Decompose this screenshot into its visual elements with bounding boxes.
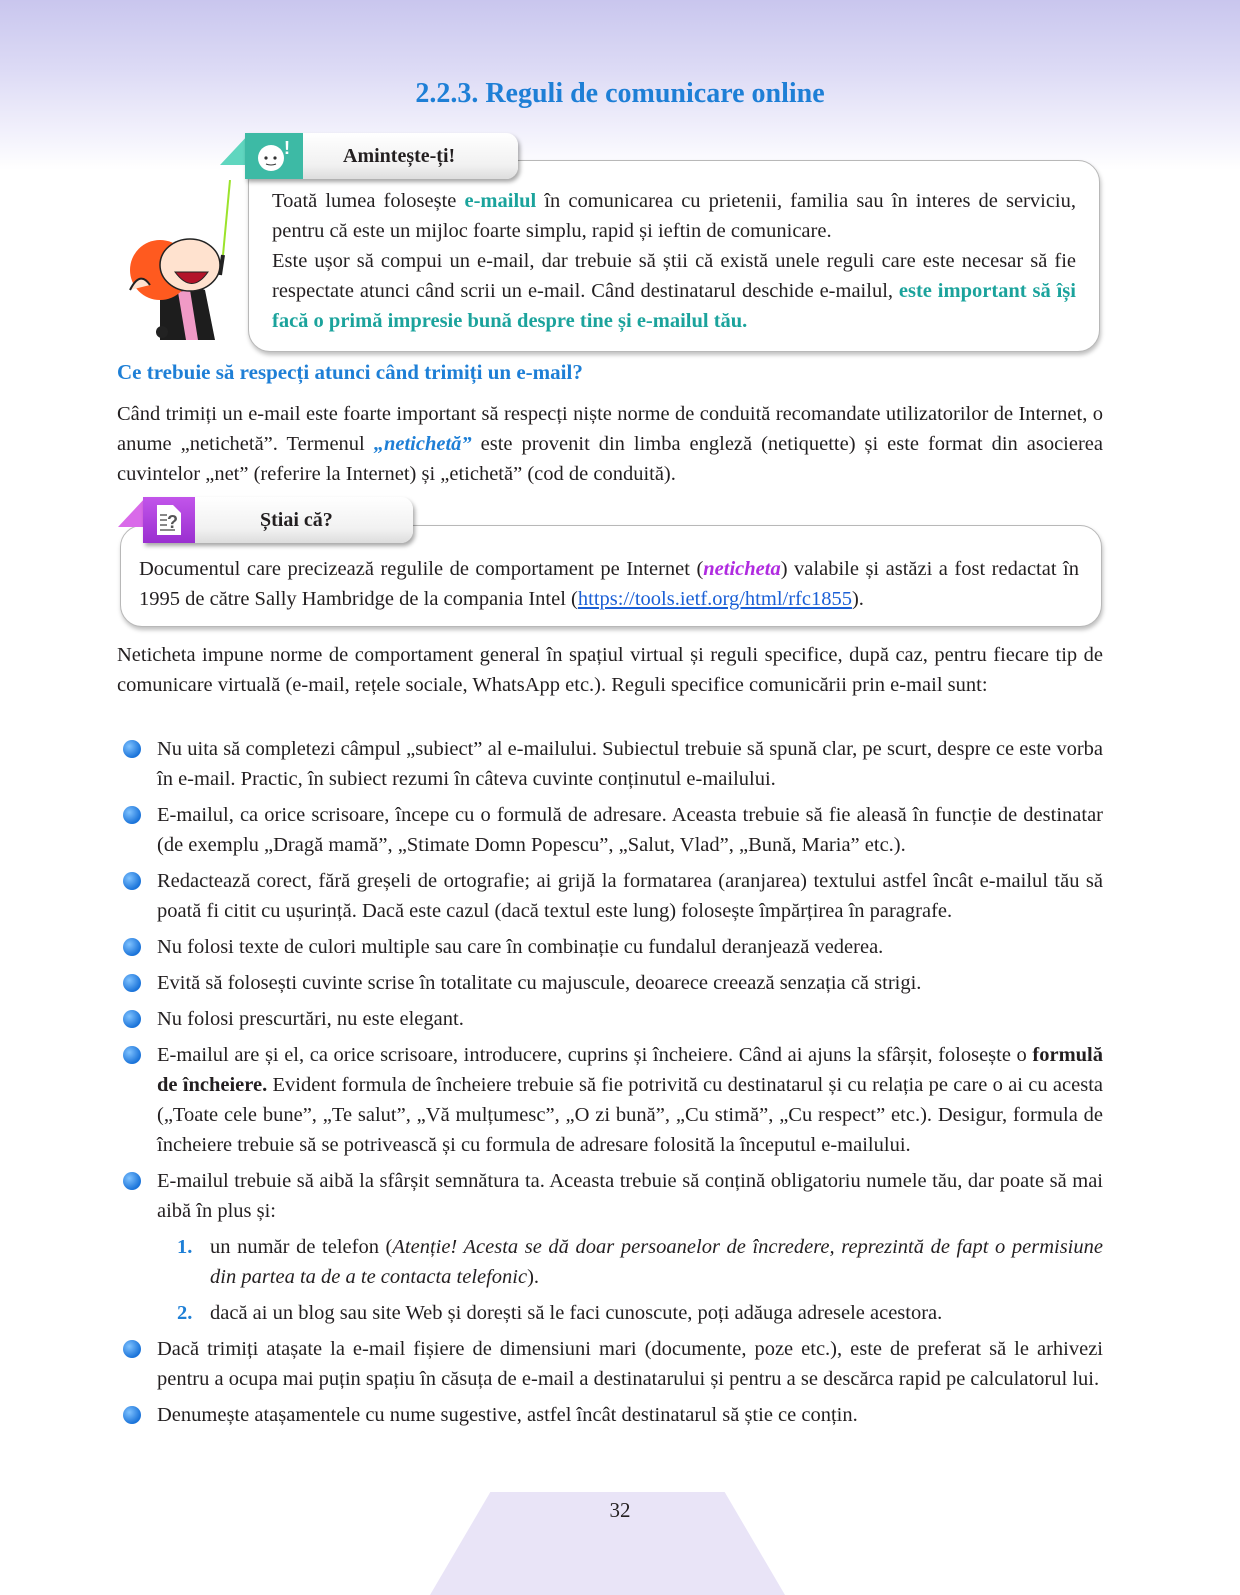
did-you-know-tab-fold: [118, 497, 146, 527]
page-title: 2.2.3. Reguli de comunicare online: [415, 78, 825, 109]
item-number: 1.: [177, 1236, 193, 1258]
bullet-icon: [123, 1406, 141, 1424]
bullet-icon: [123, 1010, 141, 1028]
list-item-text: Evită să folosești cuvinte scrise în totalitate cu majuscule, deoarece creează senzația că strigi.: [157, 972, 922, 994]
bullet-icon: [123, 1172, 141, 1190]
bullet-icon: [123, 1046, 141, 1064]
list-item: [117, 1040, 1103, 1160]
remember-text: Toată lumea folosește: [272, 190, 465, 212]
signature-sublist: [157, 1232, 1103, 1328]
netiquette-term: „netichetă”: [373, 433, 472, 455]
bullet-icon: [123, 938, 141, 956]
sublist-item: [157, 1298, 1103, 1328]
closing-formula-bold: formulă de încheiere.: [157, 1044, 1103, 1096]
list-item-text: Dacă trimiți atașate la e-mail fișiere de dimensiuni mari (documente, poze etc.), este de preferat să le arhivezi pentru a ocupa mai puțin spațiu în căsuța de e-mail a destinatarului și pentru a se descărca rapid pe calculatorul lui.: [157, 1338, 1103, 1390]
svg-text:?: ?: [167, 512, 178, 532]
list-item: [117, 968, 1103, 998]
document-question-icon: [143, 497, 195, 543]
list-item-text: E-mailul trebuie să aibă la sfârșit semnătura ta. Aceasta trebuie să conțină obligatoriu numele tău, dar poate să mai aibă în plus și:: [157, 1170, 1103, 1222]
list-item: [117, 932, 1103, 962]
list-item-text: Nu uita să completezi câmpul „subiect” al e-mailului. Subiectul trebuie să spună clar, pe scurt, despre ce este vorba în e-mail. Practic, în subiect rezumi în câteva cuvinte conținutul e-mailului.: [157, 738, 1103, 790]
list-item-text: Denumește atașamentele cu nume sugestive, astfel încât destinatarul să știe ce conțin.: [157, 1404, 858, 1426]
list-item: [117, 734, 1103, 794]
list-item: [117, 1400, 1103, 1430]
did-you-know-text: Documentul care precizează regulile de comportament pe Internet (: [139, 558, 704, 580]
rfc1855-link[interactable]: https://tools.ietf.org/html/rfc1855: [577, 588, 852, 610]
bullet-icon: [123, 806, 141, 824]
remember-label: Amintește-ți!: [343, 145, 456, 167]
teacher-character-illustration: [120, 180, 245, 345]
bullet-icon: [123, 740, 141, 758]
svg-text:!: !: [284, 138, 290, 158]
remember-highlight: e-mailul: [464, 190, 537, 212]
sublist-text: dacă ai un blog sau site Web și dorești să le faci cunoscute, poți adăuga adresele acestora.: [210, 1302, 943, 1324]
did-you-know-tab: [143, 497, 413, 543]
list-item-text: Evident formula de încheiere trebuie să fie potrivită cu destinatarul și cu relația pe care o ai cu acesta („Toate cele bune”, „Te salut”, „Vă mulțumesc”, „O zi bună”, „Cu stimă”, „Cu respect” etc.). Desigur, formula de încheiere trebuie să se potrivească și cu formula de adresare folosită la începutul e-mailului.: [157, 1074, 1103, 1156]
bullet-icon: [123, 872, 141, 890]
did-you-know-label: Știai că?: [260, 509, 333, 531]
list-item-text: Nu folosi texte de culori multiple sau care în combinație cu fundalul deranjează vederea.: [157, 936, 884, 958]
list-item: [117, 1004, 1103, 1034]
thinking-face-icon: [245, 133, 303, 179]
remember-tab: [245, 133, 518, 179]
page-number: 32: [609, 1498, 631, 1522]
bullet-icon: [123, 974, 141, 992]
email-rules-list: [117, 734, 1103, 1436]
intro-text: este provenit din limba engleză (netiquette) și este format din asocierea cuvintelor „net” (referire la Internet) și „etichetă” (cod de conduită).: [117, 433, 1103, 485]
item-number: 2.: [177, 1302, 193, 1324]
intro-paragraph: [117, 399, 1103, 489]
list-item: [117, 866, 1103, 926]
list-item-text: E-mailul are și el, ca orice scrisoare, introducere, cuprins și încheiere. Când ai ajuns la sfârșit, folosește o: [157, 1044, 1033, 1066]
sublist-text: ).: [527, 1266, 540, 1288]
list-item-text: Redactează corect, fără greșeli de ortografie; ai grijă la formatarea (aranjarea) textului astfel încât e-mailul tău să poată fi citit cu ușurință. Dacă este cazul (dacă textul este lung) folosește împărțirea în paragrafe.: [157, 870, 1103, 922]
list-item-text: Nu folosi prescurtări, nu este elegant.: [157, 1008, 464, 1030]
list-item: [117, 1334, 1103, 1394]
list-item: [117, 1166, 1103, 1328]
sublist-text: un număr de telefon (: [210, 1236, 393, 1258]
list-item-text: E-mailul, ca orice scrisoare, începe cu o formulă de adresare. Aceasta trebuie să fie aleasă în funcție de destinatar (de exemplu „Dragă mamă”, „Stimate Domn Popescu”, „Salut, Vlad”, „Bună, Maria” etc.).: [157, 804, 1103, 856]
sublist-item: [157, 1232, 1103, 1292]
did-you-know-text: ).: [851, 588, 864, 610]
section-heading: Ce trebuie să respecți atunci când trimiți un e-mail?: [117, 360, 583, 384]
bullet-icon: [123, 1340, 141, 1358]
remember-text: Este ușor să compui un e-mail, dar trebuie să știi că există unele reguli care este necesar să fie respectate atunci când scrii un e-mail. Când destinatarul deschide e-mailul,: [272, 250, 1076, 302]
neticheta-term: neticheta: [703, 558, 781, 580]
intro-text: Când trimiți un e-mail este foarte important să respecți niște norme de conduită recomandate utilizatorilor de Internet, o anume „netichetă”. Termenul: [117, 403, 1103, 455]
did-you-know-text: ) valabile și astăzi a fost redactat în 1995 de către Sally Hambridge de la compania Intel (: [139, 558, 1079, 610]
list-item: [117, 800, 1103, 860]
remember-box: [248, 160, 1100, 352]
remember-highlight: este important să își facă o primă impresie bună despre tine și e-mailul tău.: [272, 280, 1076, 332]
warning-italic: Atenție! Acesta se dă doar persoanelor de încredere, reprezintă de fapt o permisiune din partea ta de a te contacta telefonic: [210, 1236, 1103, 1288]
remember-text: în comunicarea cu prietenii, familia sau în interes de serviciu, pentru că este un mijloc foarte simplu, rapid și ieftin de comunicare.: [272, 190, 1077, 242]
neticheta-paragraph: Neticheta impune norme de comportament general în spațiul virtual și reguli specifice, după caz, pentru fiecare tip de comunicare virtuală (e-mail, rețele sociale, WhatsApp etc.). Reguli specifice comunicării prin e-mail sunt:: [117, 644, 1103, 696]
